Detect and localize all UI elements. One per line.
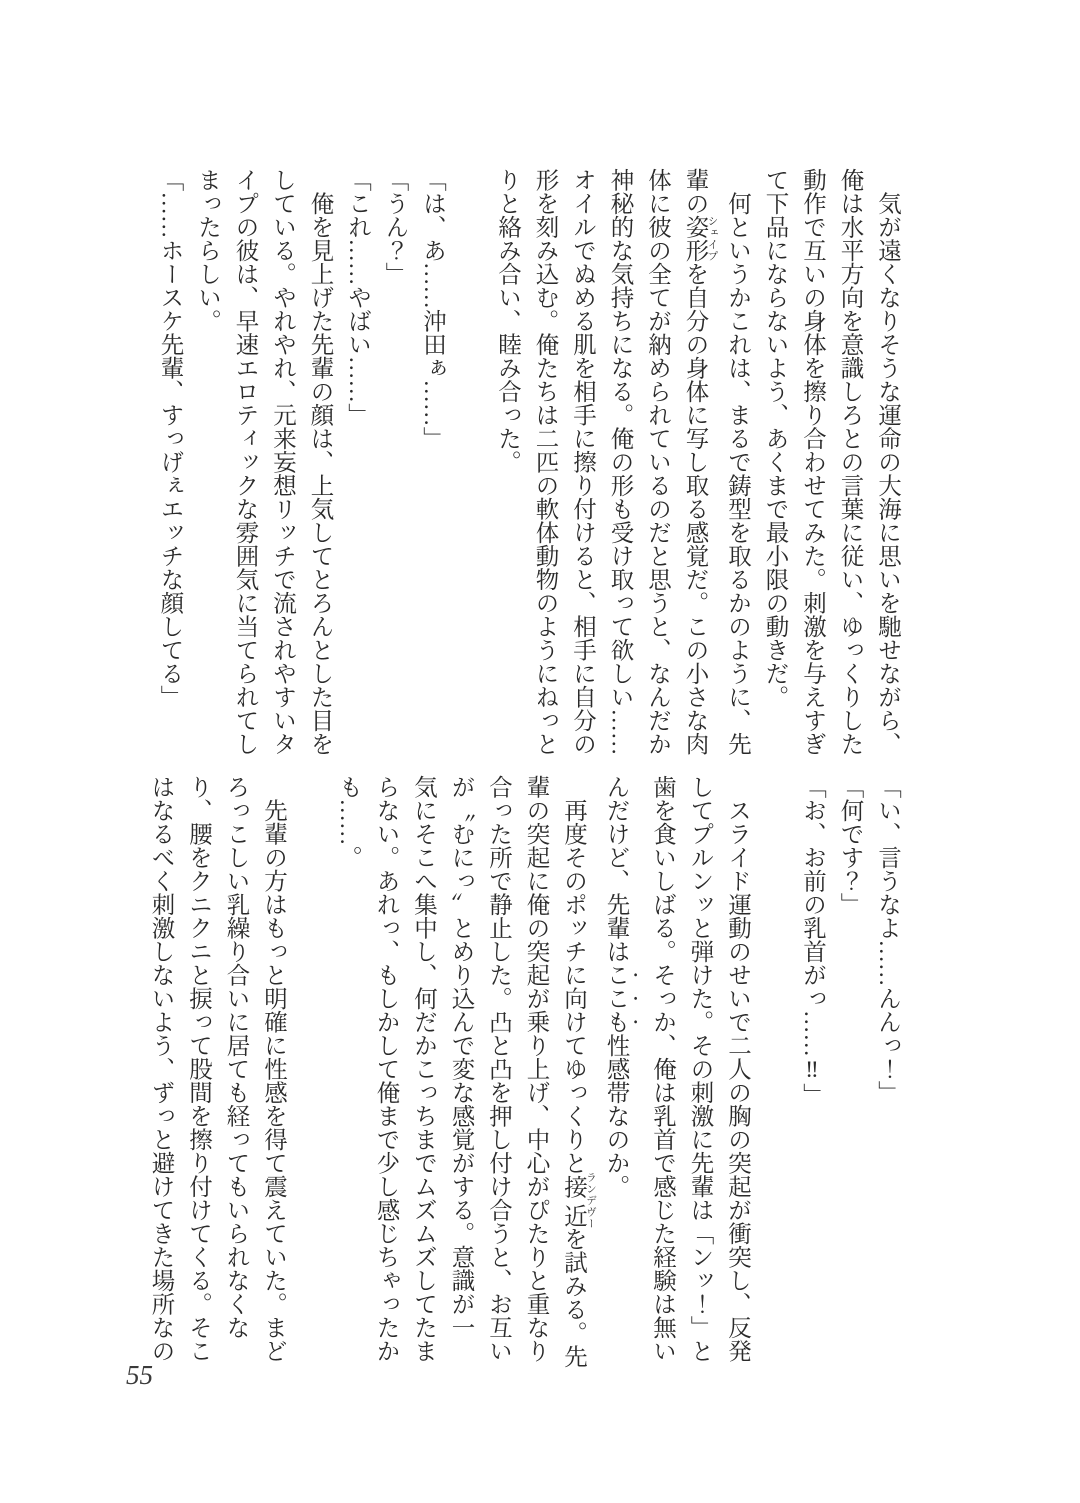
- emphasized-text: ここも: [602, 963, 629, 1034]
- text-line: 「い、言うなよ……んんっ！」: [874, 775, 900, 1104]
- text-line: 動作で互いの身体を擦り合わせてみた。刺激を与えすぎ: [799, 168, 825, 756]
- text-line: スライド運動のせいで二人の胸の突起が衝突し、反発: [724, 775, 750, 1363]
- text-line: 先輩の方はもっと明確に性感を得て震えていた。まど: [260, 775, 286, 1363]
- text-line: はなるべく刺激しないよう、ずっと避けてきた場所なの: [147, 775, 174, 1363]
- text-line: 「お、お前の乳首がっ……‼」: [799, 775, 825, 1107]
- text-line: イプの彼は、早速エロティックな雰囲気に当てられてし: [231, 168, 258, 756]
- ruby-annotation: シェイプ: [706, 215, 718, 262]
- text-line: り、腰をクニクニと捩って股間を擦り付けてくる。そこ: [185, 775, 211, 1363]
- ruby-word: 姿形 シェイプ: [681, 215, 718, 262]
- text-line: 輩の姿形 シェイプを自分の身体に写し取る感覚だ。この小さな肉: [681, 168, 718, 756]
- text-line: りと絡み合い、睦み合った。: [494, 168, 520, 474]
- ruby-word: 接近 ランデヴー: [560, 1171, 596, 1230]
- text-line: 「……ホースケ先輩、すっげぇエッチな顔してる」: [156, 168, 183, 709]
- text-line: 俺を見上げた先輩の顔は、上気してとろんとした目を: [306, 168, 333, 756]
- text-line: 「は、あ……沖田ぁ……」: [419, 168, 445, 450]
- blank-line: [291, 775, 329, 1379]
- text-line: 気が遠くなりそうな運命の大海に思いを馳せながら、: [874, 168, 900, 756]
- blank-line: [755, 775, 793, 1379]
- text-line: まったらしい。: [194, 168, 220, 333]
- text-line: 神秘的な気持ちになる。俺の形も受け取って欲しい……: [606, 168, 633, 756]
- text-line: 再度そのポッチに向けてゆっくりと接近 ランデヴーを試みる。先: [560, 775, 596, 1368]
- text-block-lower: [141, 775, 905, 1379]
- ruby-annotation: ランデヴー: [585, 1171, 596, 1230]
- text-line: て下品にならないよう、あくまで最小限の動きだ。: [761, 168, 788, 709]
- text-line: 輩の突起に俺の突起が乗り上げ、中心がぴたりと重なり: [522, 775, 549, 1363]
- text-line: している。やれやれ、元来妄想リッチで流されやすいタ: [269, 168, 295, 756]
- text-line: 「これ……やばい……」: [344, 168, 370, 427]
- text-line: 合った所で静止した。凸と凸を押し付け合うと、お互い: [485, 775, 511, 1363]
- page-number: 55: [126, 1360, 153, 1390]
- text-line: 形を刻み込む。俺たちは二匹の軟体動物のようにねっと: [531, 168, 558, 756]
- text-line: が〝むにっ〟とめり込んで変な感覚がする。意識が一: [447, 775, 474, 1339]
- text-line: 歯を食いしばる。そっか、俺は乳首で感じた経験は無い: [649, 775, 675, 1363]
- text-block-upper: [150, 168, 905, 772]
- text-line: ろっこしい乳繰り合いに居ても経ってもいられなくな: [222, 775, 249, 1339]
- text-line: 俺は水平方向を意識しろとの言葉に従い、ゆっくりした: [836, 168, 863, 756]
- text-line: らない。あれっ、もしかして俺まで少し感じちゃったか: [372, 775, 399, 1363]
- text-line: してプルンッと弾けた。その刺激に先輩は「ンッ！」と: [686, 775, 713, 1363]
- text-line: んだけど、先輩はここも性感帯なのか。: [602, 775, 629, 1198]
- text-line: 体に彼の全てが納められているのだと思うと、なんだか: [644, 168, 670, 756]
- text-line: 「うん？」: [381, 168, 408, 286]
- text-line: オイルでぬめる肌を相手に擦り付けると、相手に自分の: [569, 168, 595, 756]
- text-line: 気にそこへ集中し、何だかこっちまでムズムズしてたま: [410, 775, 436, 1363]
- text-line: 「何です？」: [836, 775, 863, 916]
- text-line: 何というかこれは、まるで鋳型を取るかのように、先: [724, 168, 750, 756]
- blank-line: [450, 168, 488, 772]
- text-line: も……。: [335, 775, 361, 869]
